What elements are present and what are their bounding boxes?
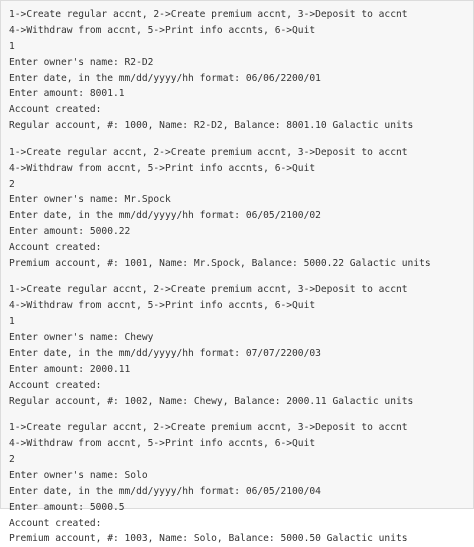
menu-line: 4->Withdraw from accnt, 5->Print info accnts, 6->Quit: [9, 24, 316, 36]
account-created-label: Account created:: [9, 517, 102, 529]
menu-line: 4->Withdraw from accnt, 5->Print info accnts, 6->Quit: [9, 438, 316, 450]
session-block: [9, 145, 473, 272]
owner-name-prompt: Enter owner's name: Solo: [9, 469, 148, 481]
account-created-label: Account created:: [9, 379, 102, 391]
menu-line: 1->Create regular accnt, 2->Create premium accnt, 3->Deposit to accnt: [9, 284, 408, 296]
owner-name-prompt: Enter owner's name: R2-D2: [9, 56, 154, 68]
menu-choice: 1: [9, 40, 15, 52]
date-prompt: Enter date, in the mm/dd/yyyy/hh format: 07/07/2200/03: [9, 348, 321, 359]
menu-line: 1->Create regular accnt, 2->Create premium accnt, 3->Deposit to accnt: [9, 422, 408, 434]
menu-choice: 2: [9, 453, 15, 465]
account-summary: Premium account, #: 1001, Name: Mr.Spock, Balance: 5000.22 Galactic units: [9, 257, 431, 269]
menu-choice: 2: [9, 178, 15, 190]
session-block: [9, 420, 473, 547]
amount-prompt: Enter amount: 2000.11: [9, 363, 131, 375]
menu-choice: 1: [9, 316, 15, 328]
account-created-label: Account created:: [9, 104, 102, 116]
date-prompt: Enter date, in the mm/dd/yyyy/hh format: 06/06/2200/01: [9, 72, 321, 84]
session-block: [9, 7, 473, 134]
date-prompt: Enter date, in the mm/dd/yyyy/hh format: 06/05/2100/04: [9, 485, 321, 497]
owner-name-prompt: Enter owner's name: Mr.Spock: [9, 194, 171, 206]
amount-prompt: Enter amount: 5000.22: [9, 226, 131, 238]
menu-line: 4->Withdraw from accnt, 5->Print info accnts, 6->Quit: [9, 300, 316, 312]
amount-prompt: Enter amount: 5000.5: [9, 501, 125, 513]
menu-line: 4->Withdraw from accnt, 5->Print info accnts, 6->Quit: [9, 162, 316, 174]
menu-line: 1->Create regular accnt, 2->Create premium accnt, 3->Deposit to accnt: [9, 146, 408, 158]
date-prompt: Enter date, in the mm/dd/yyyy/hh format: 06/05/2100/02: [9, 210, 321, 222]
account-summary: Regular account, #: 1002, Name: Chewy, Balance: 2000.11 Galactic units: [9, 395, 414, 407]
menu-line: 1->Create regular accnt, 2->Create premium accnt, 3->Deposit to accnt: [9, 9, 408, 20]
owner-name-prompt: Enter owner's name: Chewy: [9, 332, 154, 344]
account-summary: Regular account, #: 1000, Name: R2-D2, Balance: 8001.10 Galactic units: [9, 120, 414, 132]
session-block: [9, 282, 473, 409]
account-summary: Premium account, #: 1003, Name: Solo, Balance: 5000.50 Galactic units: [9, 533, 408, 545]
account-created-label: Account created:: [9, 242, 102, 254]
amount-prompt: Enter amount: 8001.1: [9, 88, 125, 100]
